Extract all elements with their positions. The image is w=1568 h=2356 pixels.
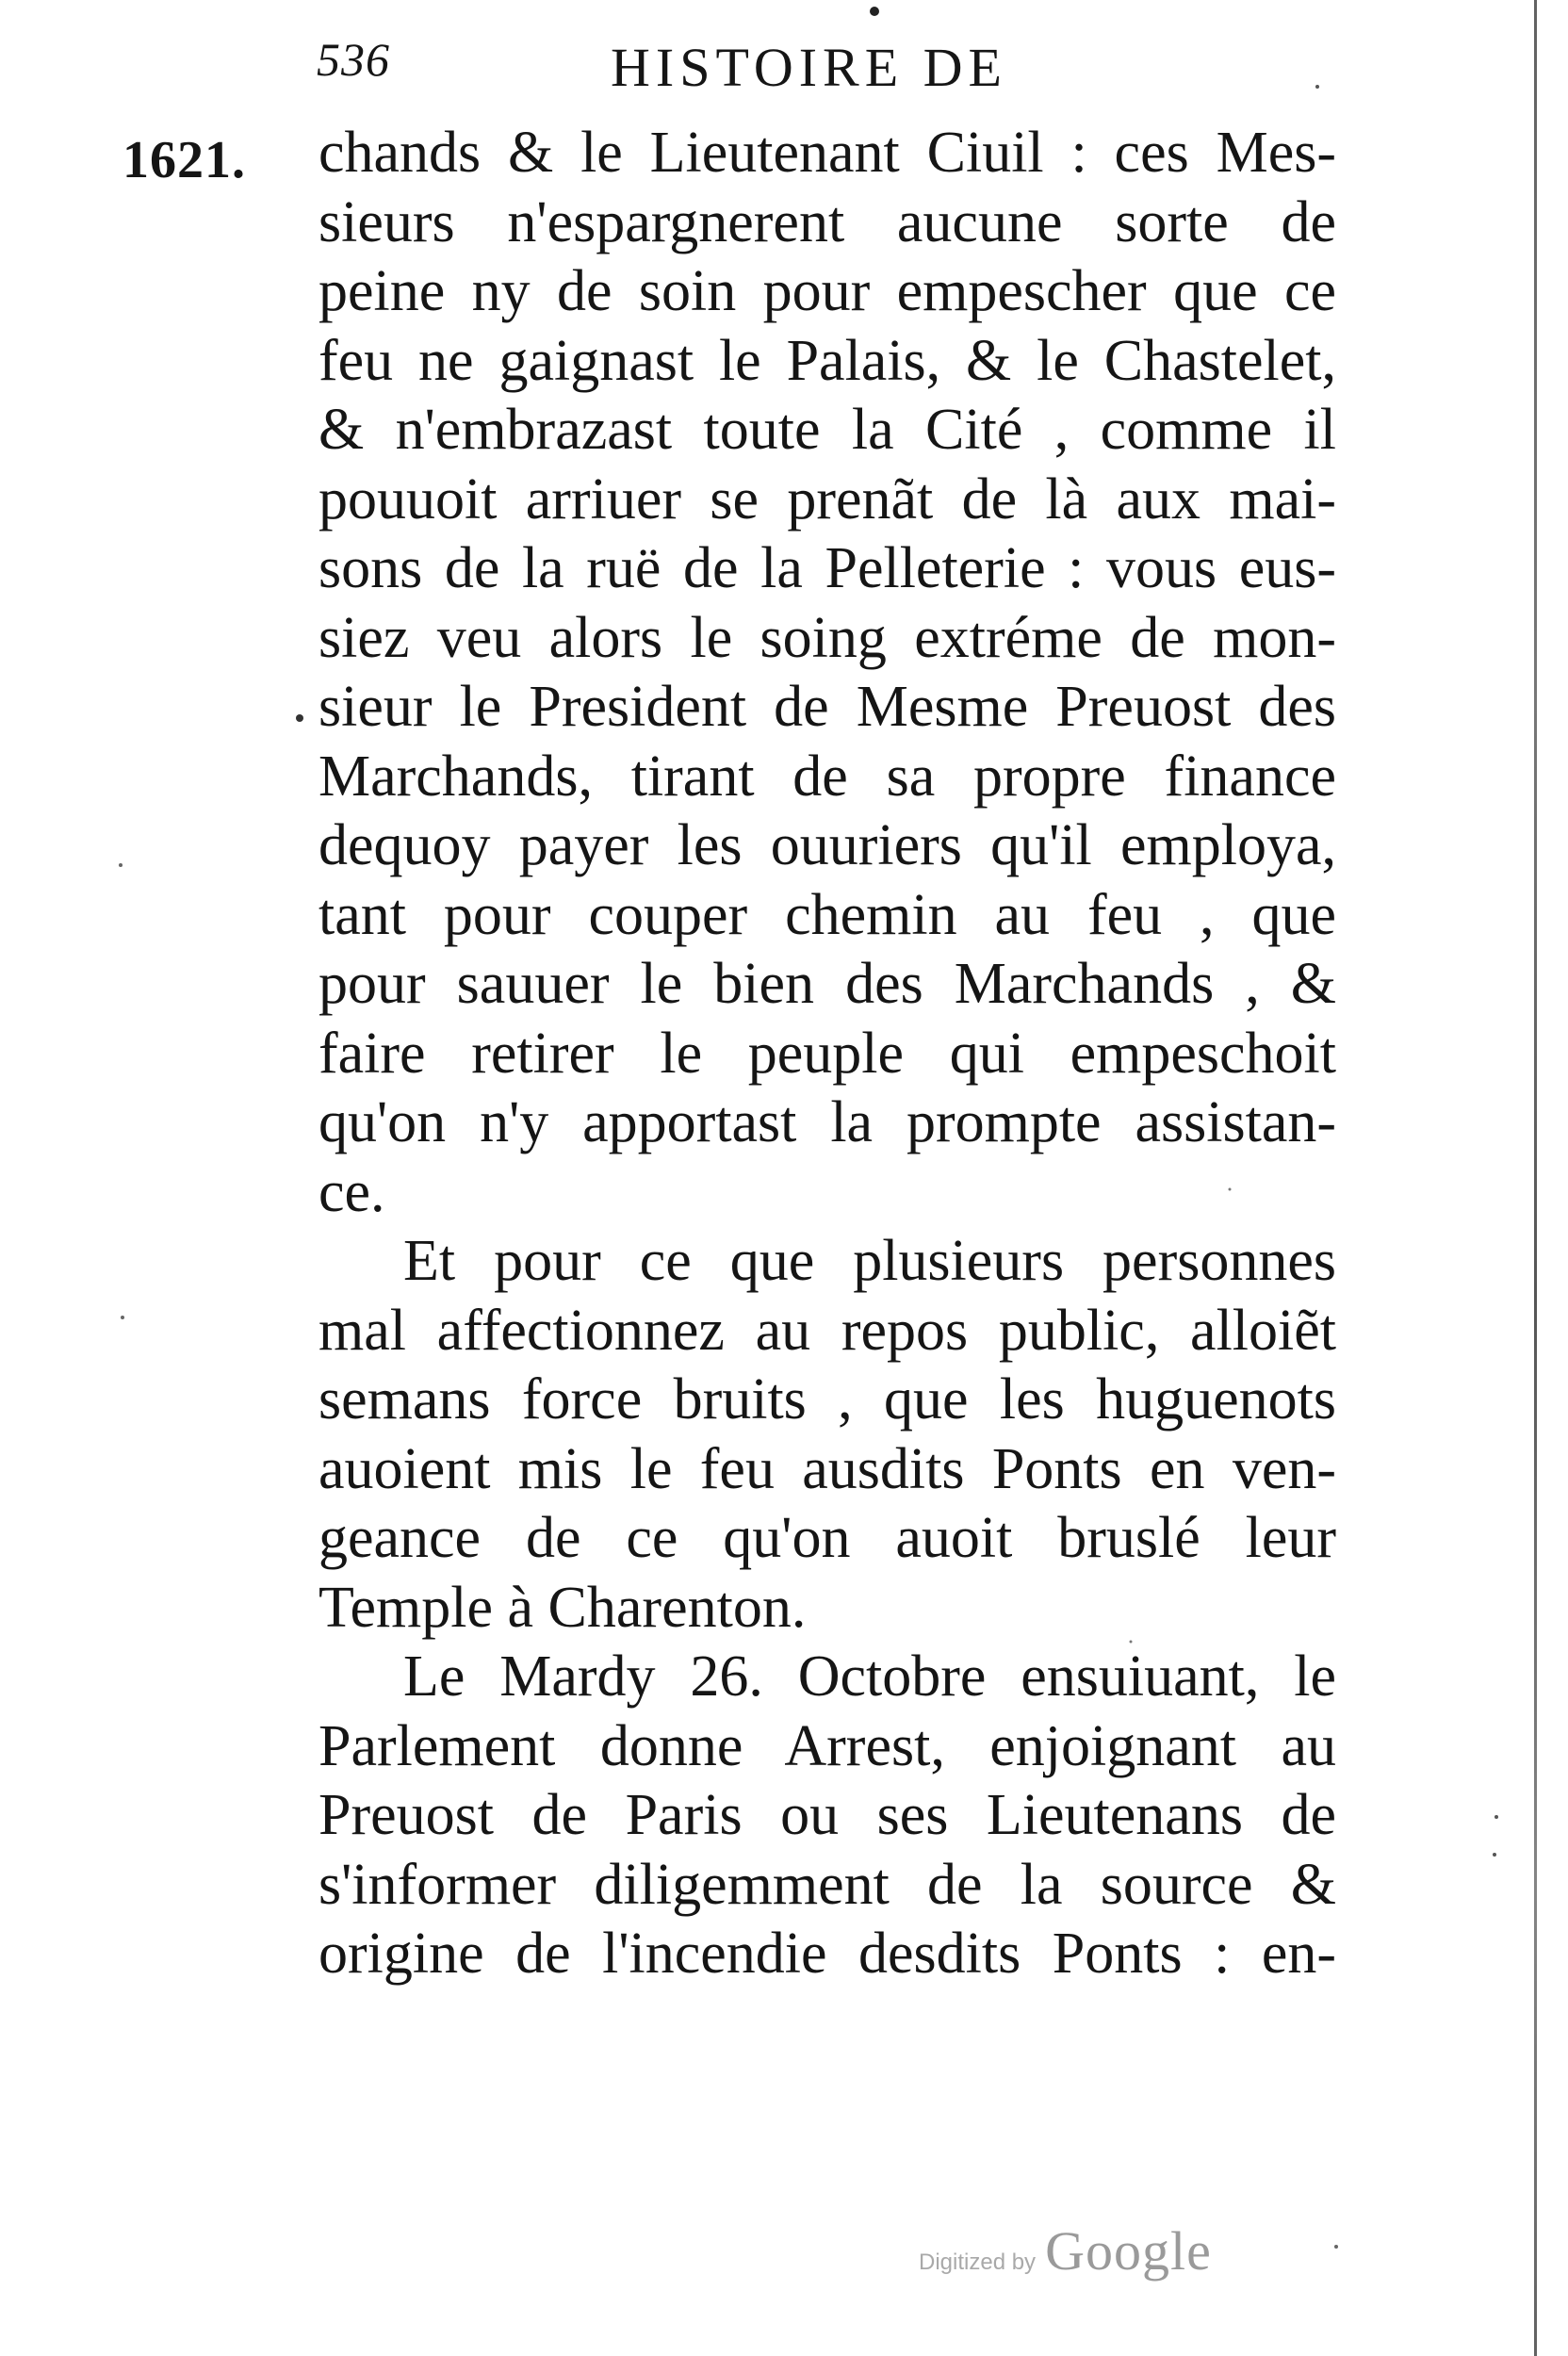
running-head: HISTOIRE DE [611,37,1007,98]
text-line: origine de l'incendie desdits Ponts : en- [318,1922,1336,1986]
text-line: Preuost de Paris ou ses Lieutenans de [318,1783,1336,1847]
ink-speck [1493,1853,1496,1857]
margin-year: 1621. [122,131,246,189]
text-line: chands & le Lieutenant Ciuil : ces Mes- [318,121,1336,185]
text-line: pour sauuer le bien des Marchands , & [318,952,1336,1016]
page-number: 536 [317,33,390,86]
paragraph-start-line: Le Mardy 26. Octobre ensuiuant, le [403,1644,1336,1709]
ink-speck [1334,2245,1338,2249]
text-line: sieur le President de Mesme Preuost des [318,675,1336,739]
paragraph-start-line: Et pour ce que plusieurs personnes [403,1229,1336,1293]
ink-speck [1130,1641,1133,1644]
text-line: feu ne gaignast le Palais, & le Chastelet, [318,328,1336,393]
text-line: auoient mis le feu ausdits Ponts en ven- [318,1436,1336,1501]
text-line: geance de ce qu'on auoit bruslé leur [318,1506,1336,1570]
ink-speck [1229,1188,1232,1191]
text-line: s'informer diligemment de la source & [318,1852,1336,1917]
ink-speck [1494,1815,1498,1819]
text-line: dequoy payer les ouuriers qu'il employa, [318,813,1336,877]
text-line: sons de la ruë de la Pelleterie : vous eus- [318,536,1336,600]
ink-speck [296,714,303,722]
text-line: mal affectionnez au repos public, alloiẽt [318,1298,1336,1363]
text-line: sieurs n'espargnerent aucune sorte de [318,189,1336,254]
text-line: & n'embrazast toute la Cité , comme il [318,398,1336,462]
text-line: peine ny de soin pour empescher que ce [318,259,1336,323]
text-line: pouuoit arriuer se prenãt de là aux mai- [318,466,1336,532]
digitized-watermark [919,2219,1212,2285]
text-line: Parlement donne Arrest, enjoignant au [318,1713,1336,1778]
text-line: ce. [318,1159,385,1224]
text-line: faire retirer le peuple qui empeschoit [318,1021,1336,1086]
text-line: siez veu alors le soing extréme de mon- [318,605,1336,670]
text-line: tant pour couper chemin au feu , que [318,882,1336,947]
ink-speck [119,863,122,867]
text-line: Marchands, tirant de sa propre finance [318,744,1336,809]
ink-speck [870,7,879,16]
ink-speck [121,1316,124,1319]
text-line: qu'on n'y apportast la prompte assistan- [318,1090,1336,1154]
ink-speck [1315,85,1319,89]
digitized-by-label: Digitized by [919,2250,1037,2275]
text-line: semans force bruits , que les huguenots [318,1367,1336,1432]
google-logo: Google [1045,2220,1212,2282]
text-line: Temple à Charenton. [318,1575,807,1640]
